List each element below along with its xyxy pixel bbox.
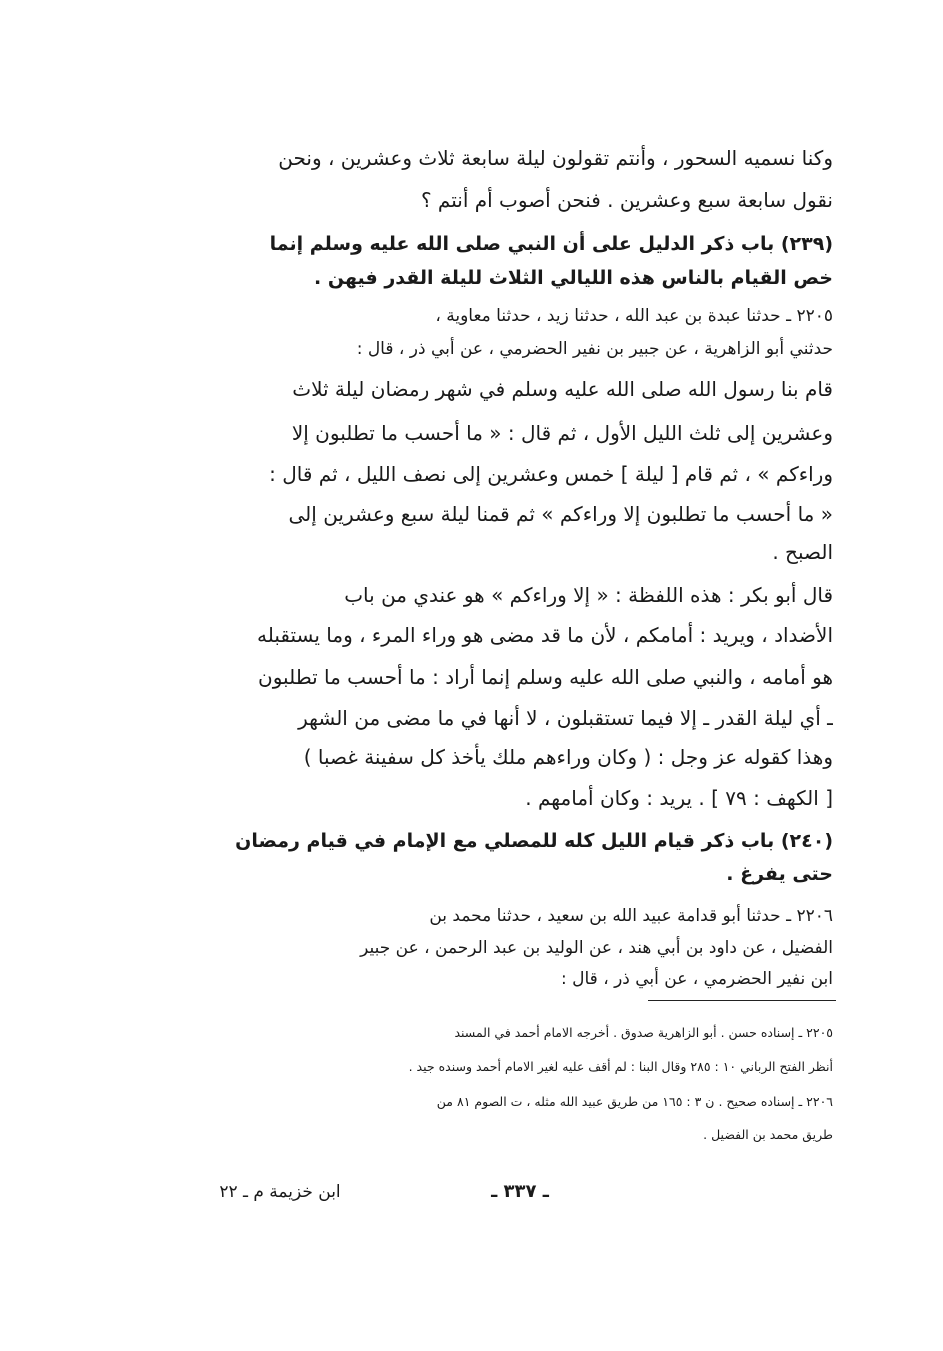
hadith-text-line: « ما أحسب ما تطلبون إلا وراءكم » ثم قمنا ليلة سبع وعشرين إلى: [288, 502, 833, 526]
chapter-heading: (٢٣٩) باب ذكر الدليل على أن النبي صلى الله عليه وسلم إنما: [269, 233, 833, 255]
text-line: نقول سابعة سبع وعشرين . فنحن أصوب أم أنتم ؟: [420, 188, 833, 212]
hadith-text-line: قام بنا رسول الله صلى الله عليه وسلم في شهر رمضان ليلة ثلاث: [292, 377, 833, 401]
hadith-isnad-line: ٢٢٠٦ ـ حدثنا أبو قدامة عبيد الله بن سعيد ، حدثنا محمد بن: [429, 906, 833, 926]
hadith-isnad-line: الفضيل ، عن داود بن أبي هند ، عن الوليد بن عبد الرحمن ، عن جبير: [360, 938, 833, 958]
commentary-line: الأضداد ، ويريد : أمامكم ، لأن ما قد مضى هو وراء المرء ، وما يستقبله: [256, 623, 833, 647]
hadith-isnad-line: ٢٢٠٥ ـ حدثنا عبدة بن عبد الله ، حدثنا زيد ، حدثنا معاوية ،: [435, 306, 833, 326]
page-number: ـ ٣٣٧ ـ: [491, 1181, 549, 1202]
footnote-line: أنظر الفتح الرباني ١٠ : ٢٨٥ وقال البنا : لم أقف عليه لغير الامام أحمد وسنده جيد .: [408, 1059, 833, 1074]
hadith-isnad-line: حدثني أبو الزاهرية ، عن جبير بن نفير الحضرمي ، عن أبي ذر ، قال :: [356, 339, 833, 359]
hadith-text-line: وعشرين إلى ثلث الليل الأول ، ثم قال : « ما أحسب ما تطلبون إلا: [291, 421, 833, 445]
footer-book-title: ابن خزيمة م ـ ٢٢: [219, 1182, 341, 1202]
text-line: وكنا نسميه السحور ، وأنتم تقولون ليلة سابعة ثلاث وعشرين ، ونحن: [278, 146, 833, 170]
footnote-line: ٢٢٠٦ ـ إسناده صحيح . ن ٣ : ١٦٥ من طريق عبيد الله مثله ، ت الصوم ٨١ من: [436, 1094, 833, 1109]
hadith-isnad-line: ابن نفير الحضرمي ، عن أبي ذر ، قال :: [561, 969, 833, 989]
chapter-heading: (٢٤٠) باب ذكر قيام الليل كله للمصلي مع الإمام في قيام رمضان: [235, 830, 833, 852]
commentary-line: قال أبو بكر : هذه اللفظة : « إلا وراءكم » هو عندي من باب: [344, 583, 833, 607]
chapter-heading: حتى يفرغ .: [726, 863, 833, 885]
hadith-text-line: الصبح .: [772, 540, 833, 564]
commentary-line: وهذا كقوله عز وجل : ( وكان وراءهم ملك يأخذ كل سفينة غصبا ): [303, 745, 833, 769]
commentary-line: ـ أي ليلة القدر ـ إلا فيما تستقبلون ، لا أنها في ما مضى من الشهر: [298, 706, 833, 730]
commentary-line: هو أمامه ، والنبي صلى الله عليه وسلم إنما أراد : ما أحسب ما تطلبون: [258, 665, 833, 689]
chapter-heading: خص القيام بالناس هذه الليالي الثلاث لليلة القدر فيهن .: [314, 267, 833, 289]
commentary-line: [ الكهف : ٧٩ ] . يريد : وكان أمامهم .: [525, 786, 833, 810]
footnote-line: ٢٢٠٥ ـ إسناده حسن . أبو الزاهرية صدوق . أخرجه الامام أحمد في المسند: [454, 1025, 833, 1040]
footnote-line: طريق محمد بن الفضيل .: [703, 1127, 833, 1142]
footnote-divider: [648, 1000, 836, 1001]
hadith-text-line: وراءكم » ، ثم قام [ ليلة ] خمس وعشرين إلى نصف الليل ، ثم قال :: [269, 462, 833, 486]
